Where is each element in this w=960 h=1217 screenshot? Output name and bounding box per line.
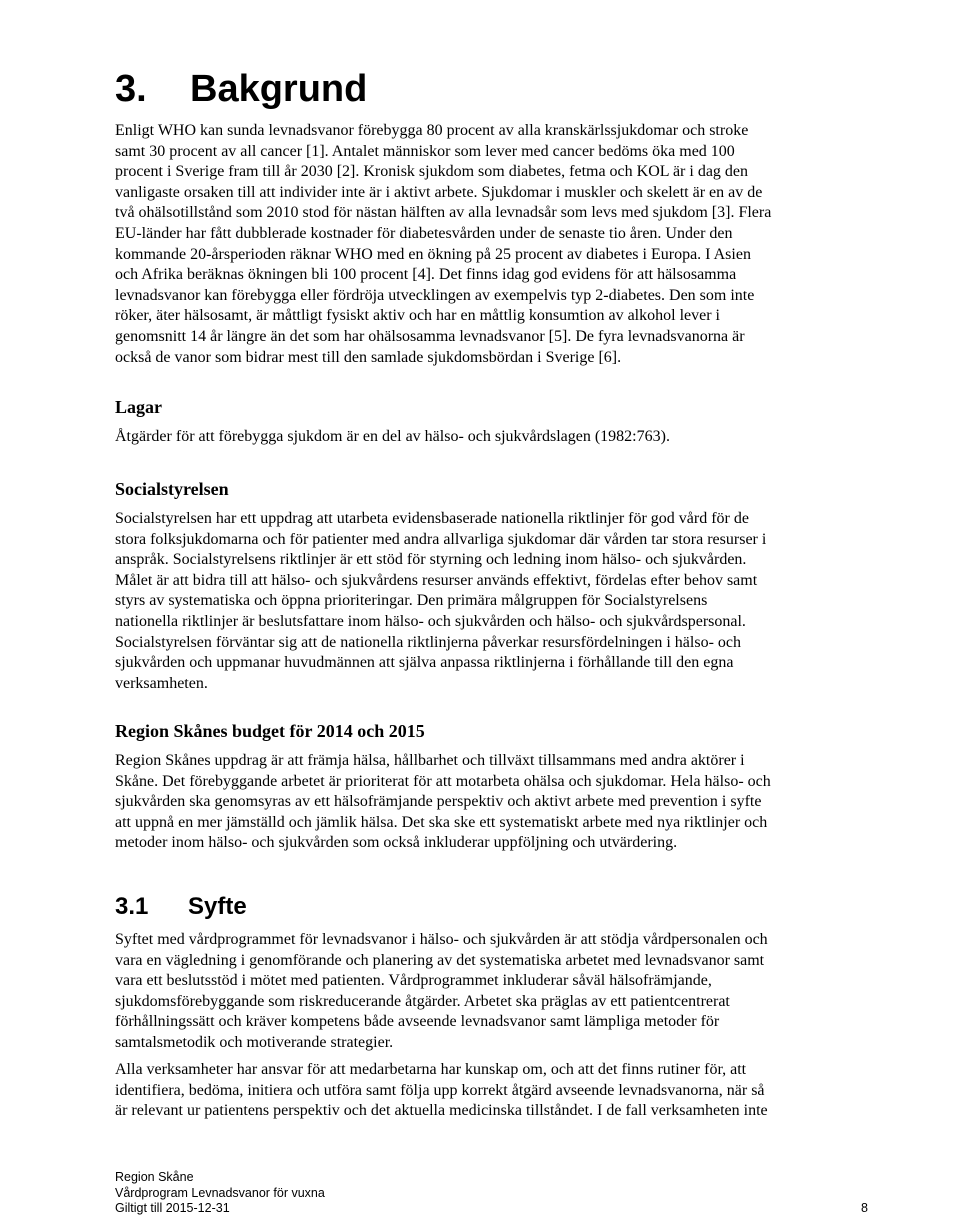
subheading-lagar: Lagar [115, 397, 162, 417]
text-line: Socialstyrelsen har ett uppdrag att utarbeta evidensbaserade nationella riktlinjer för god vård för de [115, 510, 749, 527]
text-line: Syftet med vårdprogrammet för levnadsvanor i hälso- och sjukvården är att stödja vårdpersonalen och [115, 931, 768, 948]
text-line: Region Skånes uppdrag är att främja hälsa, hållbarhet och tillväxt tillsammans med andra aktörer i [115, 752, 745, 769]
text-line: Åtgärder för att förebygga sjukdom är en del av hälso- och sjukvårdslagen (1982:763). [115, 428, 670, 445]
syfte-paragraph-1 [115, 930, 845, 1054]
text-line: två ohälsotillstånd som 2010 stod för nästan hälften av alla levnadsår som levs med sjukdom [3]. Flera [115, 204, 772, 222]
text-line: nationella riktlinjer är beslutsfattare inom hälso- och sjukvården och hälso- och sjukvårdspersonal. [115, 612, 746, 630]
footer-document-title: Vårdprogram Levnadsvanor för vuxna [115, 1185, 325, 1200]
text-line: kommande 20-årsperioden räknar WHO med en ökning på 25 procent av diabetes i Europa. I Asien [115, 245, 751, 263]
text-line: Målet är att bidra till att hälso- och sjukvårdens resurser används effektivt, fördelas efter behov samt [115, 571, 758, 589]
text-line: vara ett beslutsstöd i mötet med patienten. Vårdprogrammet inkluderar såväl hälsofrämjande, [115, 972, 712, 990]
text-line: sjukvården ska genomsyras av ett hälsofrämjande perspektiv och aktivt arbete med prevention i syfte [115, 793, 762, 811]
lagar-paragraph [115, 427, 845, 448]
text-line: anspråk. Socialstyrelsens riktlinjer är ett stöd för styrning och ledning inom hälso- och sjukvården. [115, 551, 747, 569]
page-number: 8 [861, 1201, 868, 1215]
page-footer [115, 1170, 325, 1217]
footer-organization: Region Skåne [115, 1170, 194, 1184]
text-line: är relevant ur patientens perspektiv och det aktuella medicinska tillståndet. I de fall verksamheten inte [115, 1102, 768, 1120]
section-heading-syfte [115, 892, 247, 922]
text-line: samt 30 procent av all cancer [1]. Antalet människor som lever med cancer bedöms öka med 100 [115, 142, 735, 160]
text-line: EU-länder har fått dubblerade kostnader för diabetesvården under de senaste tio åren. Under den [115, 224, 733, 242]
text-line: styrs av systematiska och öppna prioriteringar. Den primära målgruppen för Socialstyrelsens [115, 592, 708, 610]
text-line: vanligaste orsaken till att individer inte är i aktivt arbete. Sjukdomar i muskler och skelett är en av de [115, 183, 763, 201]
subheading-socialstyrelsen: Socialstyrelsen [115, 479, 229, 499]
text-line: Socialstyrelsen förväntar sig att de nationella riktlinjerna påverkar resursfördelningen i hälso- och [115, 633, 742, 651]
section-heading-bakgrund [115, 66, 367, 112]
section-number: 3.1 [115, 893, 149, 920]
text-line: levnadsvanor kan förebygga eller fördröja utvecklingen av exempelvis typ 2-diabetes. Den som inte [115, 286, 755, 304]
text-line: förhållningssätt och kräver kompetens både avseende levnadsvanor samt lämpliga metoder för [115, 1013, 720, 1031]
text-line: verksamheten. [115, 674, 208, 692]
text-line: Alla verksamheter har ansvar för att medarbetarna har kunskap om, och att det finns rutiner för, att [115, 1061, 747, 1078]
text-line: procent i Sverige fram till år 2030 [2]. Kronisk sjukdom som diabetes, fetma och KOL är i dag den [115, 163, 749, 181]
subheading-budget: Region Skånes budget för 2014 och 2015 [115, 721, 425, 741]
footer-validity: Giltigt till 2015-12-31 [115, 1201, 230, 1215]
text-line: också de vanor som bidrar mest till den samlade sjukdomsbördan i Sverige [6]. [115, 348, 622, 366]
text-line: vara en vägledning i genomförande och planering av det systematiska arbetet med levnadsvanor samt [115, 951, 765, 969]
syfte-paragraph-2 [115, 1060, 845, 1122]
text-line: att uppnå en mer jämställd och jämlik hälsa. Det ska ske ett systematiskt arbete med nya riktlinjer och [115, 813, 768, 831]
text-line: och Afrika beräknas ökningen bli 100 procent [4]. Det finns idag god evidens för att hälsosamma [115, 266, 737, 284]
text-line: genomsnitt 14 år längre än det som har ohälsosamma levnadsvanor [5]. De fyra levnadsvanorna är [115, 327, 745, 345]
section-title: Bakgrund [190, 68, 368, 110]
intro-paragraph [115, 121, 845, 368]
text-line: samtalsmetodik och motiverande strategier. [115, 1033, 394, 1051]
text-line: Enligt WHO kan sunda levnadsvanor förebygga 80 procent av alla kranskärlssjukdomar och stroke [115, 122, 749, 139]
text-line: sjukdomsförebyggande som riskreducerande åtgärder. Arbetet ska präglas av ett patientcentrerat [115, 992, 730, 1010]
section-title: Syfte [188, 893, 247, 920]
text-line: stora folksjukdomarna och för patienter med andra allvarliga sjukdomar där vården tar stora resurser i [115, 530, 767, 548]
socialstyrelsen-paragraph [115, 509, 845, 694]
text-line: röker, äter hälsosamt, är måttligt fysiskt aktiv och har en måttlig konsumtion av alkohol lever i [115, 307, 720, 325]
text-line: metoder inom hälso- och sjukvården som också inkluderar uppföljning och utvärdering. [115, 834, 678, 852]
text-line: identifiera, bedöma, initiera och utföra samt följa upp korrekt åtgärd avseende levnadsvanorna, när så [115, 1081, 765, 1099]
budget-paragraph [115, 751, 845, 854]
text-line: Skåne. Det förebyggande arbetet är prioriterat för att motarbeta ohälsa och sjukdomar. Hela hälso- och [115, 772, 771, 790]
text-line: sjukvården och uppmanar huvudmännen att själva anpassa riktlinjerna i förhållande till den egna [115, 654, 734, 672]
section-number: 3. [115, 68, 147, 110]
